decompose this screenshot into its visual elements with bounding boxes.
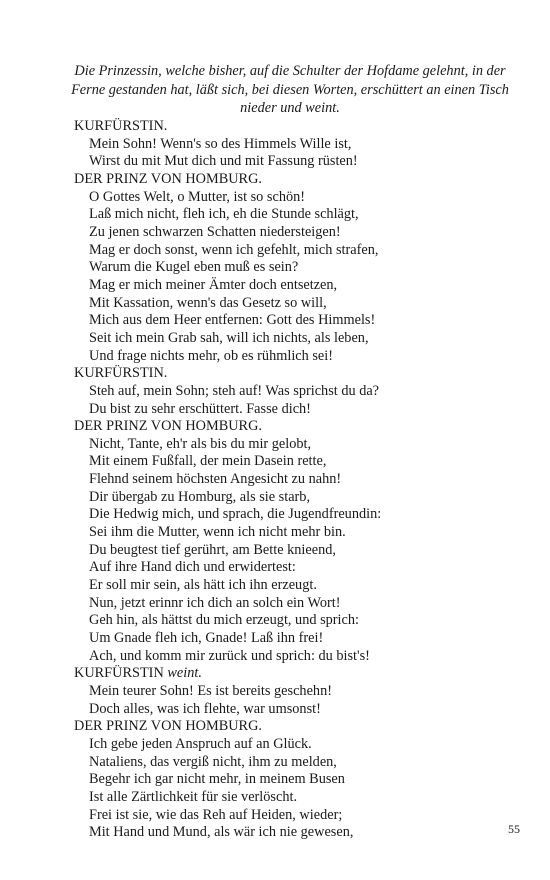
page-number: 55 — [508, 822, 520, 836]
verse-line: Auf ihre Hand dich und erwidertest: — [89, 559, 296, 576]
verse-line: Mag er doch sonst, wenn ich gefehlt, mich strafen, — [89, 241, 379, 258]
verse-line: Ist alle Zärtlichkeit für sie verlöscht. — [89, 788, 298, 805]
verse-line: Nicht, Tante, eh'r als bis du mir gelobt, — [89, 435, 312, 452]
verse-line: Und frage nichts mehr, ob es rühmlich sei! — [89, 347, 333, 364]
verse-line: Mit einem Fußfall, der mein Dasein rette, — [89, 453, 327, 470]
verse-line: Geh hin, als hättst du mich erzeugt, und sprich: — [89, 612, 359, 629]
verse-line: Mein Sohn! Wenn's so des Himmels Wille ist, — [89, 135, 352, 152]
stage-note: weint. — [167, 665, 202, 682]
verse-line: Laß mich nicht, fleh ich, eh die Stunde schlägt, — [89, 206, 359, 223]
verse-line: Dir übergab zu Homburg, als sie starb, — [89, 488, 311, 505]
verse-line: Flehnd seinem höchsten Angesicht zu nahn! — [89, 471, 342, 488]
stage-direction: Die Prinzessin, welche bisher, auf die Schulter der Hofdame gelehnt, in der Ferne gestanden hat, läßt sich, bei diesen Worten, erschüttert an einen Tisch nieder und weint. — [71, 63, 509, 117]
speaker-name: KURFÜRSTIN. — [74, 118, 168, 134]
dialogue-text — [74, 118, 524, 842]
verse-line: Frei ist sie, wie das Reh auf Heiden, wieder; — [89, 806, 343, 823]
verse-line: Du beugtest tief gerührt, am Bette knieend, — [89, 541, 336, 558]
verse-line: Seit ich mein Grab sah, will ich nichts, als leben, — [89, 329, 369, 346]
verse-line: Mit Kassation, wenn's das Gesetz so will, — [89, 294, 327, 311]
speaker-name: DER PRINZ VON HOMBURG. — [74, 170, 262, 187]
speaker-name: KURFÜRSTIN. — [74, 365, 168, 382]
verse-line: Du bist zu sehr erschüttert. Fasse dich! — [89, 400, 311, 417]
verse-line: O Gottes Welt, o Mutter, ist so schön! — [89, 188, 306, 205]
verse-line: Sei ihm die Mutter, wenn ich nicht mehr bin. — [89, 524, 346, 541]
verse-line: Nun, jetzt erinnr ich dich an solch ein Wort! — [89, 594, 341, 611]
verse-line: Er soll mir sein, als hätt ich ihn erzeugt. — [89, 577, 317, 594]
verse-line: Mein teurer Sohn! Es ist bereits geschehn! — [89, 683, 332, 699]
verse-line: Doch alles, was ich flehte, war umsonst! — [89, 700, 321, 717]
speaker-name: DER PRINZ VON HOMBURG. — [74, 418, 262, 435]
speaker-name: DER PRINZ VON HOMBURG. — [74, 718, 262, 735]
verse-line: Um Gnade fleh ich, Gnade! Laß ihn frei! — [89, 630, 324, 647]
verse-line: Begehr ich gar nicht mehr, in meinem Busen — [89, 771, 345, 788]
verse-line: Mag er mich meiner Ämter doch entsetzen, — [89, 276, 338, 293]
speaker-name: KURFÜRSTIN weint. — [74, 665, 202, 682]
verse-line: Die Hedwig mich, und sprach, die Jugendfreundin: — [89, 506, 382, 523]
verse-line: Warum die Kugel eben muß es sein? — [89, 259, 299, 276]
verse-line: Nataliens, das vergiß nicht, ihm zu melden, — [89, 753, 337, 770]
verse-line: Zu jenen schwarzen Schatten niedersteigen! — [89, 223, 341, 240]
verse-line: Mich aus dem Heer entfernen: Gott des Himmels! — [89, 312, 376, 329]
verse-line: Wirst du mit Mut dich und mit Fassung rüsten! — [89, 153, 358, 170]
verse-line: Mit Hand und Mund, als wär ich nie gewesen, — [89, 824, 354, 841]
verse-line: Steh auf, mein Sohn; steh auf! Was sprichst du da? — [89, 382, 380, 399]
verse-line: Ach, und komm mir zurück und sprich: du bist's! — [89, 647, 370, 664]
verse-line: Ich gebe jeden Anspruch auf an Glück. — [89, 735, 312, 752]
